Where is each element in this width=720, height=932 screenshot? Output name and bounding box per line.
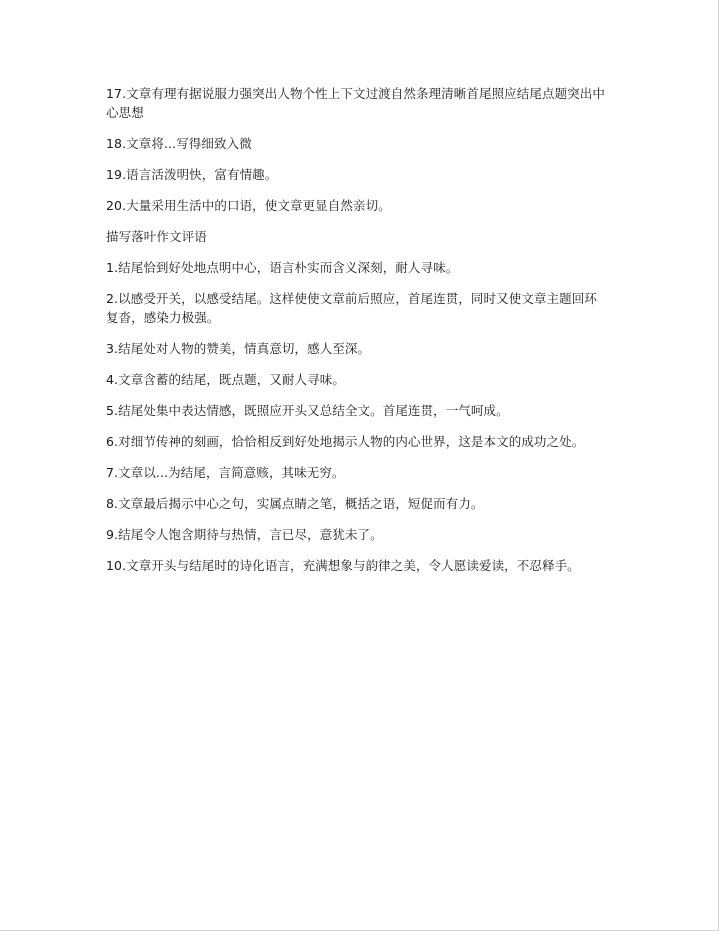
comment-6: 6.对细节传神的刻画，恰恰相反到好处地揭示人物的内心世界，这是本文的成功之处。 xyxy=(106,434,585,449)
comment-20: 20.大量采用生活中的口语，使文章更显自然亲切。 xyxy=(106,198,391,213)
comment-9: 9.结尾令人饱含期待与热情，言已尽，意犹未了。 xyxy=(106,527,383,542)
comment-17: 17.文章有理有据说服力强突出人物个性上下文过渡自然条理清晰首尾照应结尾点题突出中心思想 xyxy=(106,86,605,120)
comment-8: 8.文章最后揭示中心之句，实属点睛之笔，概括之语，短促而有力。 xyxy=(106,496,484,511)
document-content xyxy=(106,84,606,587)
comment-10: 10.文章开头与结尾时的诗化语言，充满想象与韵律之美，令人愿读爱读，不忍释手。 xyxy=(106,558,580,573)
comment-2: 2.以感受开关，以感受结尾。这样使使文章前后照应，首尾连贯，同时又使文章主题回环复沓，感染力极强。 xyxy=(106,291,597,325)
comment-1: 1.结尾恰到好处地点明中心，语言朴实而含义深刻，耐人寻味。 xyxy=(106,260,459,275)
comment-18: 18.文章将...写得细致入微 xyxy=(106,136,252,151)
comment-4: 4.文章含蓄的结尾，既点题，又耐人寻味。 xyxy=(106,372,345,387)
section-heading: 描写落叶作文评语 xyxy=(106,229,207,244)
comment-19: 19.语言活泼明快，富有情趣。 xyxy=(106,167,278,182)
comment-3: 3.结尾处对人物的赞美，情真意切，感人至深。 xyxy=(106,341,371,356)
comment-5: 5.结尾处集中表达情感，既照应开头又总结全文。首尾连贯，一气呵成。 xyxy=(106,403,509,418)
comment-7: 7.文章以...为结尾，言简意赅，其味无穷。 xyxy=(106,465,345,480)
